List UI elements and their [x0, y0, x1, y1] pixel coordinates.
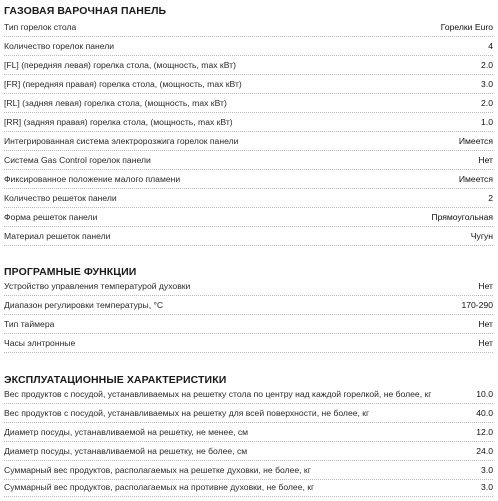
row-divider: [4, 422, 493, 423]
spec-value: Нет: [478, 281, 493, 291]
row-divider: [4, 74, 493, 75]
row-divider: [4, 441, 493, 442]
row-divider: [4, 226, 493, 227]
row-divider: [4, 295, 493, 296]
spec-value: 170-290: [461, 300, 493, 310]
spec-label: Суммарный вес продуктов, располагаемых на решетке духовки, не более, кг: [4, 465, 311, 475]
spec-row: [4, 389, 493, 408]
spec-label: [RL] (задняя левая) горелка стола, (мощность, max кВт): [4, 98, 227, 108]
spec-row: [4, 319, 493, 338]
spec-value: Имеется: [458, 174, 493, 184]
spec-label: [FR] (передняя правая) горелка стола, (мощность, max кВт): [4, 79, 242, 89]
spec-row: [4, 79, 493, 98]
spec-row: [4, 117, 493, 136]
row-divider: [4, 169, 493, 170]
spec-label: Часы элнтронные: [4, 338, 76, 348]
spec-value: 10.0: [476, 389, 493, 399]
spec-label: Интегрированная система электророзжига горелок панели: [4, 136, 239, 146]
row-divider: [4, 93, 493, 94]
spec-row: [4, 300, 493, 319]
spec-label: Фиксированное положение малого пламени: [4, 174, 181, 184]
row-divider: [4, 403, 493, 404]
spec-row: [4, 408, 493, 427]
section-title-gas-panel: ГАЗОВАЯ ВАРОЧНАЯ ПАНЕЛЬ: [4, 5, 167, 17]
spec-value: 3.0: [481, 465, 493, 475]
spec-value: 3.0: [481, 482, 493, 492]
spec-row: [4, 338, 493, 357]
spec-value: 4: [488, 41, 493, 51]
spec-row: [4, 212, 493, 231]
spec-value: 40.0: [476, 408, 493, 418]
spec-row: [4, 427, 493, 446]
spec-label: Количество решеток панели: [4, 193, 117, 203]
spec-label: [RR] (задняя правая) горелка стола, (мощность, max кВт): [4, 117, 233, 127]
spec-row: [4, 41, 493, 60]
spec-label: Форма решеток панели: [4, 212, 98, 222]
row-divider: [4, 496, 493, 497]
spec-value: 24.0: [476, 446, 493, 456]
section-title-operational-characteristics: ЭКСПЛУАТАЦИОННЫЕ ХАРАКТЕРИСТИКИ: [4, 374, 227, 386]
spec-label: Система Gas Control горелок панели: [4, 155, 151, 165]
spec-row: [4, 231, 493, 250]
row-divider: [4, 314, 493, 315]
spec-value: 12.0: [476, 427, 493, 437]
spec-value: Чугун: [470, 231, 493, 241]
spec-row: [4, 155, 493, 174]
spec-value: 2.0: [481, 60, 493, 70]
row-divider: [4, 112, 493, 113]
spec-label: Материал решеток панели: [4, 231, 111, 241]
row-divider: [4, 352, 493, 353]
spec-label: Тип горелок стола: [4, 22, 77, 32]
spec-value: Горелки Euro: [440, 22, 493, 32]
spec-label: Суммарный вес продуктов, располагаемых на противне духовки, не более, кг: [4, 482, 315, 492]
spec-label: Диаметр посуды, устанавливаемой на решетку, не более, см: [4, 446, 248, 456]
row-divider: [4, 131, 493, 132]
spec-row: [4, 446, 493, 465]
spec-label: Количество горелок панели: [4, 41, 115, 51]
row-divider: [4, 460, 493, 461]
spec-row: [4, 174, 493, 193]
spec-row: [4, 22, 493, 41]
spec-label: Диаметр посуды, устанавливаемой на решетку, не менее, см: [4, 427, 249, 437]
spec-label: Вес продуктов с посудой, устанавливаемых на решетку стола по центру над каждой горелкой, не более, кг: [4, 389, 432, 399]
row-divider: [4, 36, 493, 37]
row-divider: [4, 207, 493, 208]
spec-row: [4, 482, 493, 501]
spec-label: [FL] (передняя левая) горелка стола, (мощность, max кВт): [4, 60, 236, 70]
row-divider: [4, 245, 493, 246]
spec-value: Имеется: [458, 136, 493, 146]
spec-row: [4, 98, 493, 117]
row-divider: [4, 188, 493, 189]
spec-row: [4, 60, 493, 79]
spec-label: Устройство управления температурой духовки: [4, 281, 191, 291]
spec-value: 2: [488, 193, 493, 203]
spec-label: Тип таймера: [4, 319, 55, 329]
spec-label: Диапазон регулировки температуры, °С: [4, 300, 164, 310]
spec-row: [4, 136, 493, 155]
section-title-program-functions: ПРОГРАМНЫЕ ФУНКЦИИ: [4, 266, 137, 278]
spec-row: [4, 281, 493, 300]
spec-label: Вес продуктов с посудой, устанавливаемых на решетку для всей поверхности, не более, кг: [4, 408, 370, 418]
spec-value: 3.0: [481, 79, 493, 89]
row-divider: [4, 479, 493, 480]
row-divider: [4, 333, 493, 334]
row-divider: [4, 150, 493, 151]
spec-value: Прямоугольная: [431, 212, 493, 222]
spec-value: 1.0: [481, 117, 493, 127]
spec-value: Нет: [478, 338, 493, 348]
row-divider: [4, 55, 493, 56]
spec-value: 2.0: [481, 98, 493, 108]
spec-row: [4, 193, 493, 212]
spec-value: Нет: [478, 319, 493, 329]
spec-value: Нет: [478, 155, 493, 165]
